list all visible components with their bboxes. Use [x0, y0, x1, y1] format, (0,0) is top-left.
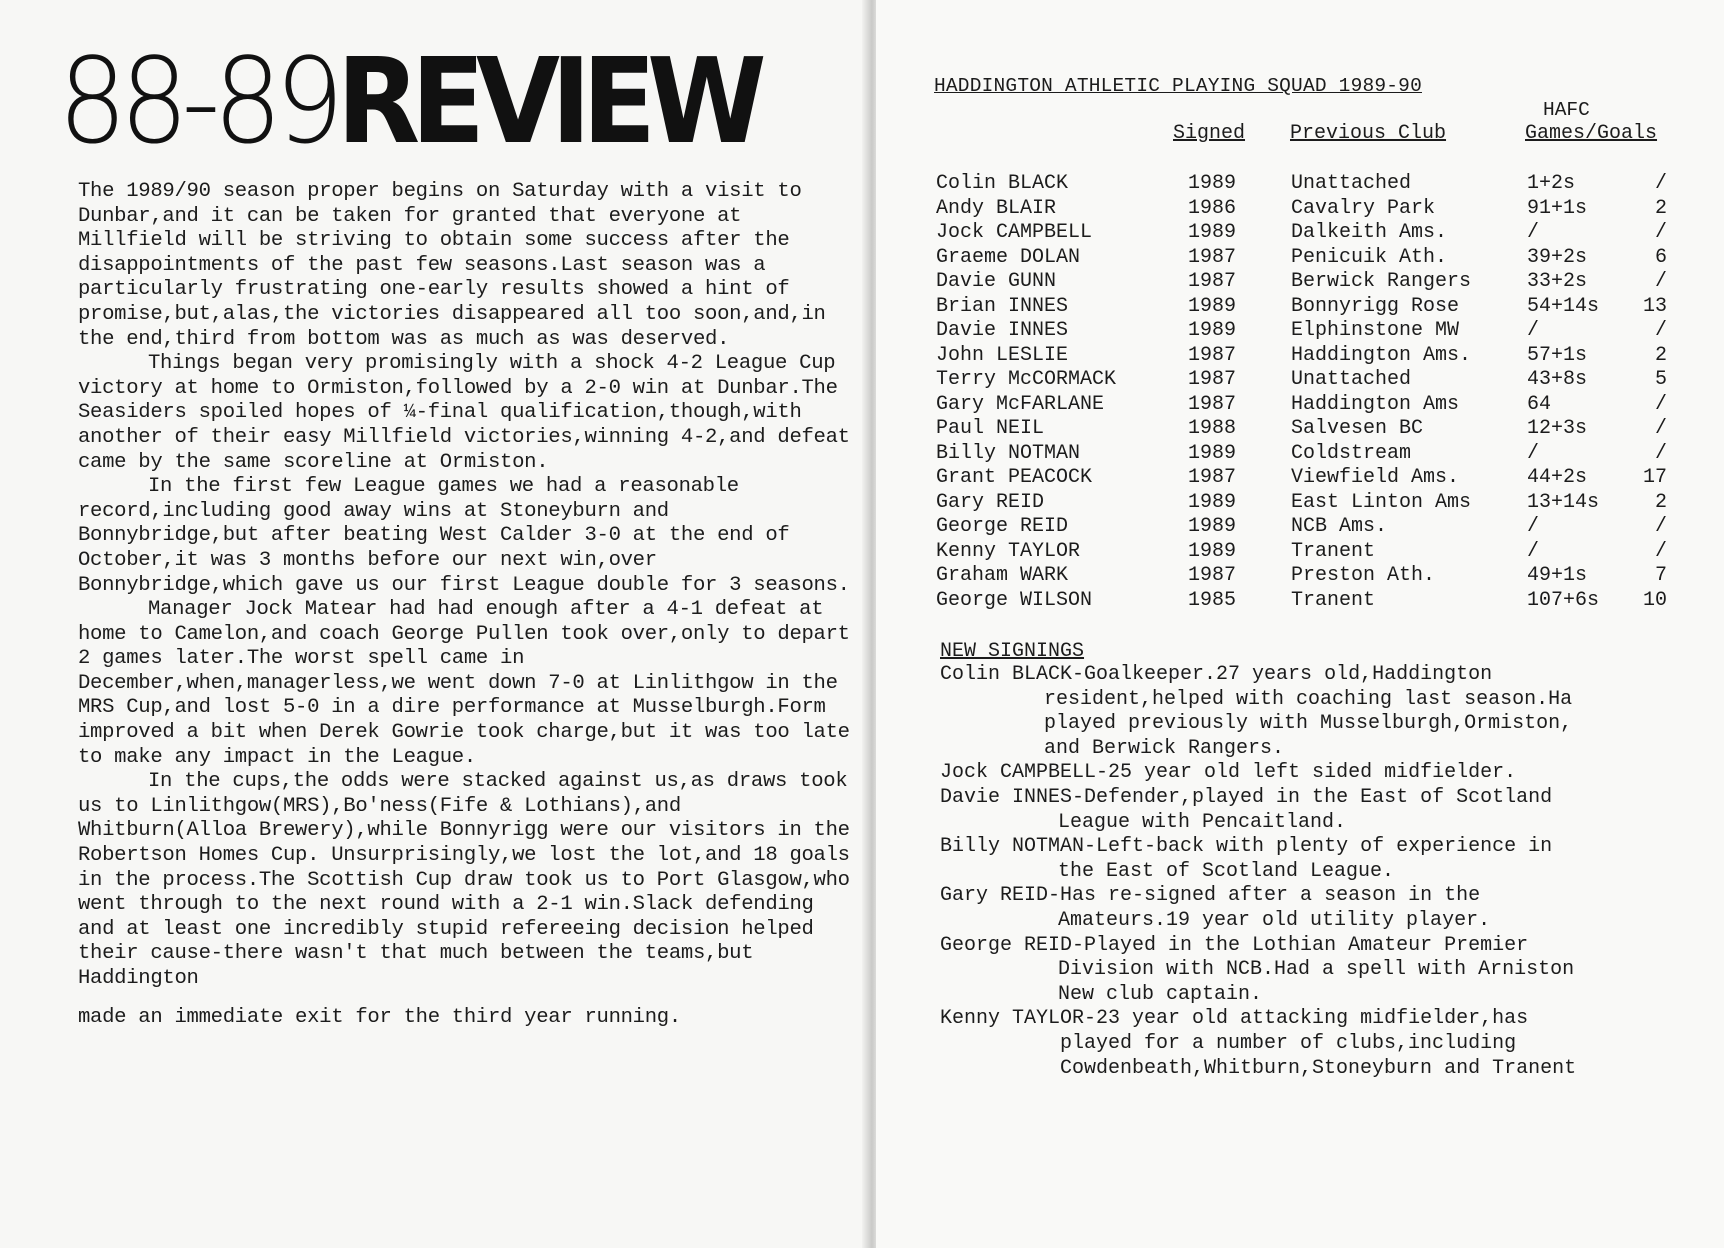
player-name: Gary McFARLANE — [936, 392, 1105, 416]
player-club: Viewfield Ams. — [1291, 466, 1460, 489]
player-club: Berwick Rangers — [1291, 270, 1472, 293]
signing-first-line: Colin BLACK-Goalkeeper.27 years old,Haddington — [940, 663, 1493, 686]
player-games: 54+14s — [1527, 294, 1600, 318]
new-signings-list — [940, 663, 1710, 1081]
review-paragraph: In the first few League games we had a reasonable record,including good away wins at Stoneyburn and Bonnybridge,but after beating West Calder 3-0 at the end of October,it was 3 months before our next win,over Bonnybridge,which gave us our first League double for 3 seasons. — [78, 475, 850, 597]
player-name: George REID — [936, 515, 1069, 538]
player-signed: 1987 — [1188, 270, 1237, 293]
table-row — [936, 246, 1667, 271]
player-games: 57+1s — [1527, 343, 1588, 367]
player-games: 64 — [1527, 392, 1552, 416]
signing-entry — [940, 934, 1710, 1008]
player-signed: 1987 — [1188, 466, 1237, 489]
review-paragraph: Manager Jock Matear had had enough after a 4-1 defeat at home to Camelon,and coach George Pullen took over,only to depart 2 games later.The worst spell came in December,when,managerless,we went down 7-0 at Linlithgow in the MRS Cup,and lost 5-0 in a dire performance at Musselburgh.Form improved a bit when Derek Gowrie took charge,but it was too late to make any impact in the League. — [78, 598, 850, 769]
table-row — [936, 417, 1667, 442]
player-games: 12+3s — [1527, 417, 1588, 440]
player-goals: 13 — [1642, 294, 1667, 318]
player-goals: / — [1654, 392, 1667, 416]
player-club: Dalkeith Ams. — [1291, 221, 1448, 244]
player-goals: 10 — [1642, 588, 1667, 612]
review-paragraph: made an immediate exit for the third year running. — [78, 1005, 681, 1029]
player-club: Preston Ath. — [1291, 564, 1436, 587]
player-games: 91+1s — [1527, 196, 1588, 220]
signing-first-line: Billy NOTMAN-Left-back with plenty of experience in — [940, 835, 1553, 859]
player-games: 39+2s — [1527, 245, 1588, 269]
signing-continuation-line: Cowdenbeath,Whitburn,Stoneyburn and Tranent — [1060, 1056, 1577, 1080]
new-signings-heading: NEW SIGNINGS — [940, 640, 1085, 663]
review-article — [78, 180, 858, 1030]
player-name: Davie GUNN — [936, 270, 1057, 293]
table-row — [936, 393, 1667, 418]
player-club: Bonnyrigg Rose — [1291, 294, 1460, 318]
player-signed: 1987 — [1188, 343, 1237, 367]
player-goals: / — [1654, 172, 1667, 195]
player-goals: 17 — [1642, 466, 1667, 489]
player-signed: 1986 — [1188, 196, 1237, 220]
table-row — [936, 540, 1667, 565]
headline-word: REVIEW — [336, 32, 758, 170]
player-games: 107+6s — [1527, 588, 1600, 612]
player-goals: 5 — [1654, 368, 1667, 391]
review-paragraph: Things began very promisingly with a shock 4-2 League Cup victory at home to Ormiston,followed by a 2-0 win at Dunbar.The Seasiders spoiled hopes of ¼-final qualification,though,with another of their easy Millfield victories,winning 4-2,and defeat came by the same scoreline at Ormiston. — [78, 352, 850, 474]
squad-title: HADDINGTON ATHLETIC PLAYING SQUAD 1989-90 — [934, 75, 1422, 97]
table-row — [936, 344, 1667, 369]
player-signed: 1985 — [1188, 588, 1237, 612]
player-games: / — [1527, 319, 1540, 342]
player-name: Grant PEACOCK — [936, 466, 1093, 489]
player-signed: 1987 — [1188, 368, 1237, 391]
review-headline — [58, 32, 758, 170]
player-signed: 1989 — [1188, 539, 1237, 563]
player-club: Tranent — [1291, 588, 1376, 612]
table-row — [936, 368, 1667, 393]
player-club: Salvesen BC — [1291, 417, 1424, 440]
player-name: Terry McCORMACK — [936, 368, 1117, 391]
player-club: Unattached — [1291, 172, 1412, 195]
table-row — [936, 515, 1667, 540]
signing-first-line: Jock CAMPBELL-25 year old left sided midfielder. — [940, 761, 1517, 785]
table-row — [936, 221, 1667, 246]
squad-table — [936, 172, 1667, 613]
table-row — [936, 466, 1667, 491]
player-goals: / — [1654, 417, 1667, 440]
headline-season: 88-89 — [58, 32, 337, 170]
player-goals: / — [1654, 539, 1667, 563]
column-header-previous-club: Previous Club — [1290, 122, 1447, 145]
table-row — [936, 295, 1667, 320]
player-signed: 1987 — [1188, 392, 1237, 416]
table-row — [936, 491, 1667, 516]
player-games: 1+2s — [1527, 172, 1576, 195]
player-club: Penicuik Ath. — [1291, 245, 1448, 269]
table-row — [936, 270, 1667, 295]
player-name: Colin BLACK — [936, 172, 1069, 195]
column-header-signed: Signed — [1173, 122, 1246, 145]
player-signed: 1989 — [1188, 319, 1237, 342]
table-row — [936, 589, 1667, 614]
signing-continuation-line: resident,helped with coaching last season.Ha — [1044, 687, 1573, 711]
player-name: Paul NEIL — [936, 417, 1045, 440]
player-name: George WILSON — [936, 588, 1093, 612]
player-games: 13+14s — [1527, 490, 1600, 514]
signing-continuation-line: League with Pencaitland. — [1058, 810, 1347, 834]
player-club: Haddington Ams — [1291, 392, 1460, 416]
player-club: Cavalry Park — [1291, 196, 1436, 220]
table-row — [936, 319, 1667, 344]
player-signed: 1989 — [1188, 441, 1237, 465]
player-name: Andy BLAIR — [936, 196, 1057, 220]
signing-first-line: Gary REID-Has re-signed after a season in the — [940, 884, 1481, 908]
player-name: Gary REID — [936, 490, 1045, 514]
player-club: East Linton Ams — [1291, 490, 1472, 514]
signing-entry — [940, 786, 1710, 835]
player-name: Graeme DOLAN — [936, 245, 1081, 269]
player-goals: 6 — [1654, 245, 1667, 269]
player-goals: 7 — [1654, 564, 1667, 587]
signing-entry — [940, 663, 1710, 761]
player-games: 49+1s — [1527, 564, 1588, 587]
player-games: / — [1527, 221, 1540, 244]
signing-entry — [940, 835, 1710, 884]
signing-entry — [940, 1007, 1710, 1081]
squad-table-body — [936, 172, 1667, 613]
signing-continuation-line: played previously with Musselburgh,Ormiston, — [1044, 712, 1573, 736]
player-club: Haddington Ams. — [1291, 343, 1472, 367]
player-goals: 2 — [1654, 343, 1667, 367]
player-name: John LESLIE — [936, 343, 1069, 367]
table-row — [936, 172, 1667, 197]
player-games: 44+2s — [1527, 466, 1588, 489]
signing-first-line: George REID-Played in the Lothian Amateur Premier — [940, 933, 1529, 957]
signing-entry — [940, 884, 1710, 933]
player-goals: 2 — [1654, 196, 1667, 220]
player-club: Coldstream — [1291, 441, 1412, 465]
table-row — [936, 197, 1667, 222]
player-games: 43+8s — [1527, 368, 1588, 391]
player-games: / — [1527, 441, 1540, 465]
player-name: Kenny TAYLOR — [936, 539, 1081, 563]
player-signed: 1989 — [1188, 490, 1237, 514]
player-signed: 1988 — [1188, 417, 1237, 440]
signing-first-line: Kenny TAYLOR-23 year old attacking midfielder,has — [940, 1007, 1529, 1031]
table-row — [936, 564, 1667, 589]
player-name: Jock CAMPBELL — [936, 221, 1093, 244]
signing-continuation-line: the East of Scotland League. — [1058, 859, 1395, 883]
signing-first-line: Davie INNES-Defender,played in the East of Scotland — [940, 785, 1553, 809]
player-name: Graham WARK — [936, 564, 1069, 587]
player-name: Brian INNES — [936, 294, 1069, 318]
player-goals: / — [1654, 270, 1667, 293]
hafc-label: HAFC — [1543, 99, 1590, 121]
player-signed: 1987 — [1188, 245, 1237, 269]
player-goals: / — [1654, 319, 1667, 342]
signing-continuation-line: and Berwick Rangers. — [1044, 736, 1285, 760]
player-goals: 2 — [1654, 490, 1667, 514]
player-goals: / — [1654, 515, 1667, 538]
player-signed: 1989 — [1188, 294, 1237, 318]
signing-continuation-line: Amateurs.19 year old utility player. — [1058, 908, 1491, 932]
signing-continuation-line: played for a number of clubs,including — [1060, 1031, 1517, 1055]
player-club: NCB Ams. — [1291, 515, 1388, 538]
player-goals: / — [1654, 441, 1667, 465]
player-club: Elphinstone MW — [1291, 319, 1460, 342]
player-games: / — [1527, 515, 1540, 538]
signing-continuation-line: New club captain. — [1058, 982, 1263, 1006]
signing-entry — [940, 761, 1710, 786]
player-club: Unattached — [1291, 368, 1412, 391]
review-paragraph: In the cups,the odds were stacked against us,as draws took us to Linlithgow(MRS),Bo'ness(Fife & Lothians),and Whitburn(Alloa Brewery),while Bonnyrigg were our visitors in the Robertson Homes Cup. Unsurprisingly,we lost the lot,and 18 goals in the process.The Scottish Cup draw took us to Port Glasgow,who went through to the next round with a 2-1 win.Slack defending and at least one incredibly stupid refereeing decision helped their cause-there wasn't that much between the teams,but Haddington — [78, 770, 850, 990]
player-signed: 1989 — [1188, 172, 1237, 195]
player-games: / — [1527, 539, 1540, 563]
review-paragraph: The 1989/90 season proper begins on Saturday with a visit to Dunbar,and it can be taken for granted that everyone at Millfield will be striving to obtain some success after the disappointments of the past few seasons.Last season was a particularly frustrating one-early results showed a hint of promise,but,alas,the victories disappeared all too soon,and,in the end,third from bottom was as much as was deserved. — [78, 180, 826, 351]
player-signed: 1989 — [1188, 221, 1237, 244]
column-header-games-goals: Games/Goals — [1525, 122, 1658, 145]
signing-continuation-line: Division with NCB.Had a spell with Arniston — [1058, 958, 1575, 982]
player-signed: 1989 — [1188, 515, 1237, 538]
player-name: Davie INNES — [936, 319, 1069, 342]
table-row — [936, 442, 1667, 467]
player-name: Billy NOTMAN — [936, 441, 1081, 465]
player-club: Tranent — [1291, 539, 1376, 563]
player-signed: 1987 — [1188, 564, 1237, 587]
player-goals: / — [1654, 221, 1667, 244]
player-games: 33+2s — [1527, 270, 1588, 293]
